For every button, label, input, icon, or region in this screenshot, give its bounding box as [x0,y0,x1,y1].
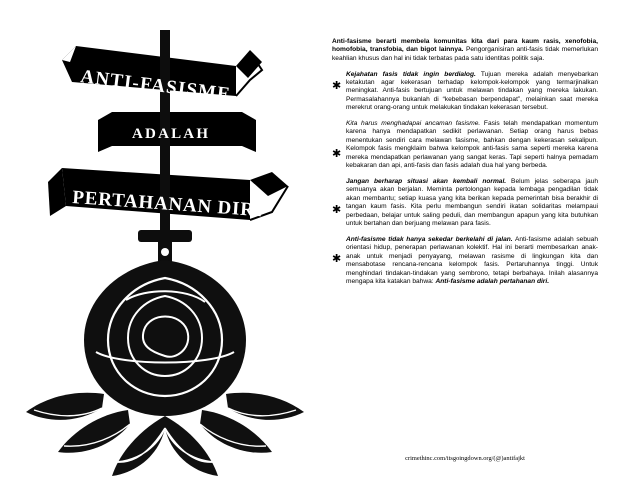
star-bullet-icon: ✱ [332,78,342,92]
paragraph-3-body: Fasis telah mendapatkan momentum karena hanya mendapatkan sedikit perlawanan. Setiap orang harus bebas menentukan sendiri cara melawan fasisme, bahkan dengan kekerasan sekalipun. Kelompok fasis mengklaim bahwa kelompok anti-fasis sama seperti mereka karena mereka mendapatkan perlawanan yang sangat keras. Tapi seperti halnya pemadam kebakaran dan api, anti-fasis dan fasis adalah dua hal yang berbeda. [346,120,598,170]
star-bullet-icon: ✱ [332,202,342,216]
footer-credit[interactable]: crimethinc.com/itsgoingdown.org/(@)antifajkt [405,455,525,462]
paragraph-5-body: Anti-fasisme adalah sebuah orientasi hidup, penerapan perlawanan kolektif. Hal ini berarti membesarkan anak-anak untuk menjadi penyayang, melawan rasisme di lingkungan kita dan mensabotase rencana-rencana kelompok fasis. Pertaruhannya tinggi. Untuk menghindari tindakan-tindakan yang sembrono, tetapi berbahaya. Inilah alasannya mengapa kita katakan bahwa: [346,235,598,286]
paragraph-3 [332,120,598,171]
paragraph-2-body: Tujuan mereka adalah menyebarkan ketakutan agar kekerasan terhadap kelompok-kelompok yang termarjinalkan meningkat. Anti-fasis bertujuan untuk melawan tindakan yang mereka lakukan. Permasalahannya bukanlah di “kebebasan berpendapat”, melainkan saat mereka merekrut orang-orang untuk melakukan tindakan kekerasan tersebut. [346,70,598,112]
paragraph-5-lead: Anti-fasisme tidak hanya sekedar berkelahi di jalan. [346,235,513,243]
banner-line3: PERTAHANAN DIRI [71,187,264,222]
paragraph-2-lead: Kejahatan fasis tidak ingin berdialog. [346,70,476,78]
paragraph-5 [332,236,598,287]
paragraph-4-lead: Jangan berharap situasi akan kembali normal. [346,177,507,185]
paragraph-4-body: Belum jelas seberapa jauh semuanya akan berjalan. Meminta pertolongan kepada lembaga pengadilan tidak akan membantu; setiap kuasa yang kita berikan kepada pemerintah bisa berakhir di tangan kaum fasis. Kita perlu membangun sendiri ikatan solidaritas melampaui perbedaan, belajar untuk saling peduli, dan membangun apapun yang kita butuhkan untuk bertahan dan berjuang melawan para fasis. [346,177,598,228]
banner-line2: ADALAH [132,126,211,142]
paragraph-1 [332,38,598,63]
banner-line1: ANTI-FASISME [79,66,233,106]
article-body [332,38,598,294]
star-bullet-icon: ✱ [332,251,342,265]
paragraph-1-lead: Anti-fasisme berarti membela komunitas kita dari para kaum rasis, xenofobia, homofobia, transfobia, dan bigot lainnya. [332,38,598,54]
paragraph-1-body: Pengorganisiran anti-fasis tidak memerlukan keahlian khusus dan hal ini tidak terbatas pada satu identitas politik saja. [332,46,598,62]
paragraph-4 [332,178,598,229]
paragraph-5-tail: Anti-fasisme adalah pertahanan diri. [435,278,550,286]
star-bullet-icon: ✱ [332,147,342,160]
rose-flower [84,260,246,416]
paragraph-2 [332,71,598,113]
paragraph-3-lead: Kita harus menghadapai ancaman fasisme. [346,120,481,127]
